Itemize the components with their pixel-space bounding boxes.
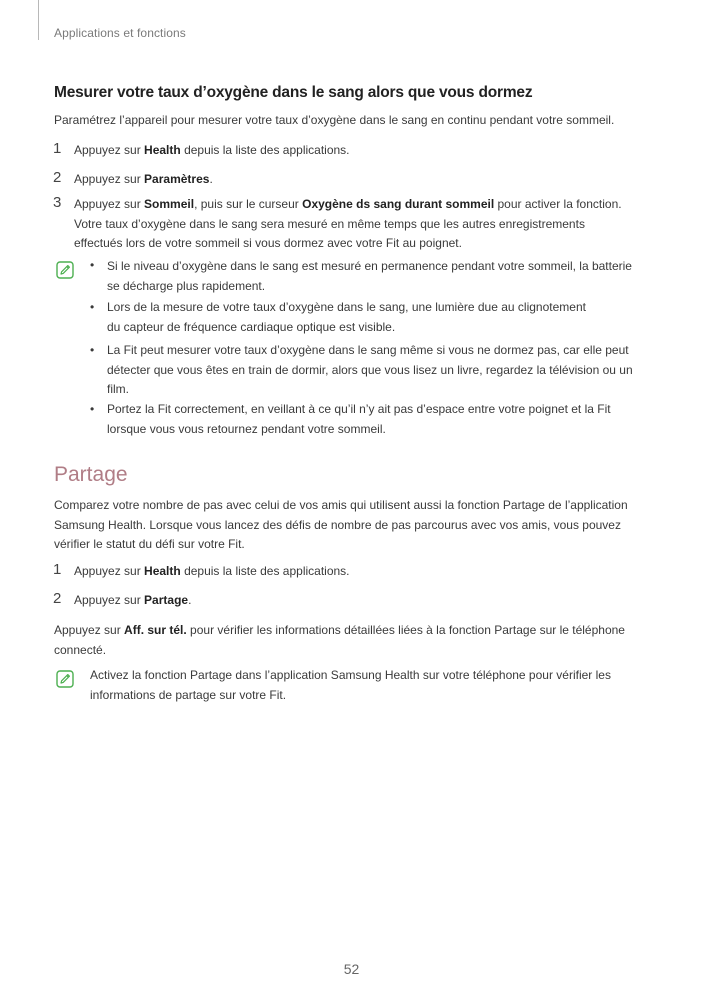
note-item: Lors de la mesure de votre taux d’oxygène dans le sang, une lumière due au clignotement du capteur de fréquence cardiaque optique est visible. [107,300,586,334]
partage-step-1: Appuyez sur Health depuis la liste des applications. [74,564,350,578]
note-icon [56,670,74,688]
step-number: 1 [53,561,62,578]
note-item: Portez la Fit correctement, en veillant à ce qu’il n’y ait pas d’espace entre votre poignet et la Fit lorsque vous vous retournez pendant votre sommeil. [107,402,611,436]
header-rule [38,0,39,40]
breadcrumb: Applications et fonctions [54,26,186,40]
bullet: • [90,258,95,272]
oxygen-intro: Paramétrez l’appareil pour mesurer votre taux d’oxygène dans le sang en continu pendant votre sommeil. [54,113,615,127]
oxygen-step-3: Appuyez sur Sommeil, puis sur le curseur Oxygène ds sang durant sommeil pour activer la fonction. Votre taux d’oxygène dans le sang sera mesuré en même temps que les autres enregistrements effectués lors de votre sommeil si vous dormez avec votre Fit au poignet. [74,197,622,250]
step-number: 3 [53,194,62,211]
note-item: Si le niveau d’oxygène dans le sang est mesuré en permanence pendant votre sommeil, la batterie se décharge plus rapidement. [107,259,632,293]
section-title-oxygen: Mesurer votre taux d’oxygène dans le sang alors que vous dormez [54,84,533,101]
oxygen-step-2: Appuyez sur Paramètres. [74,172,213,186]
page-number: 52 [343,961,360,977]
step-number: 2 [53,169,62,186]
bullet: • [90,300,95,314]
partage-step-2: Appuyez sur Partage. [74,593,192,607]
partage-paragraph: Appuyez sur Aff. sur tél. pour vérifier les informations détaillées liées à la fonction Partage sur le téléphone connecté. [54,623,625,657]
bullet: • [90,402,95,416]
note-icon [56,261,74,279]
bullet: • [90,343,95,357]
oxygen-step-1: Appuyez sur Health depuis la liste des applications. [74,143,350,157]
step-number: 1 [53,140,62,157]
partage-note: Activez la fonction Partage dans l’application Samsung Health sur votre téléphone pour vérifier les informations de partage sur votre Fit. [90,668,611,702]
section-title-partage: Partage [54,463,128,486]
step-number: 2 [53,590,62,607]
note-item: La Fit peut mesurer votre taux d’oxygène dans le sang même si vous ne dormez pas, car elle peut détecter que vous êtes en train de dormir, alors que vous lisez un livre, regardez la télévision ou un film. [107,343,633,396]
partage-intro: Comparez votre nombre de pas avec celui de vos amis qui utilisent aussi la fonction Partage de l’application Samsung Health. Lorsque vous lancez des défis de nombre de pas parcourus avec vos amis, vous pouvez vérifier le statut du défi sur votre Fit. [54,498,628,551]
